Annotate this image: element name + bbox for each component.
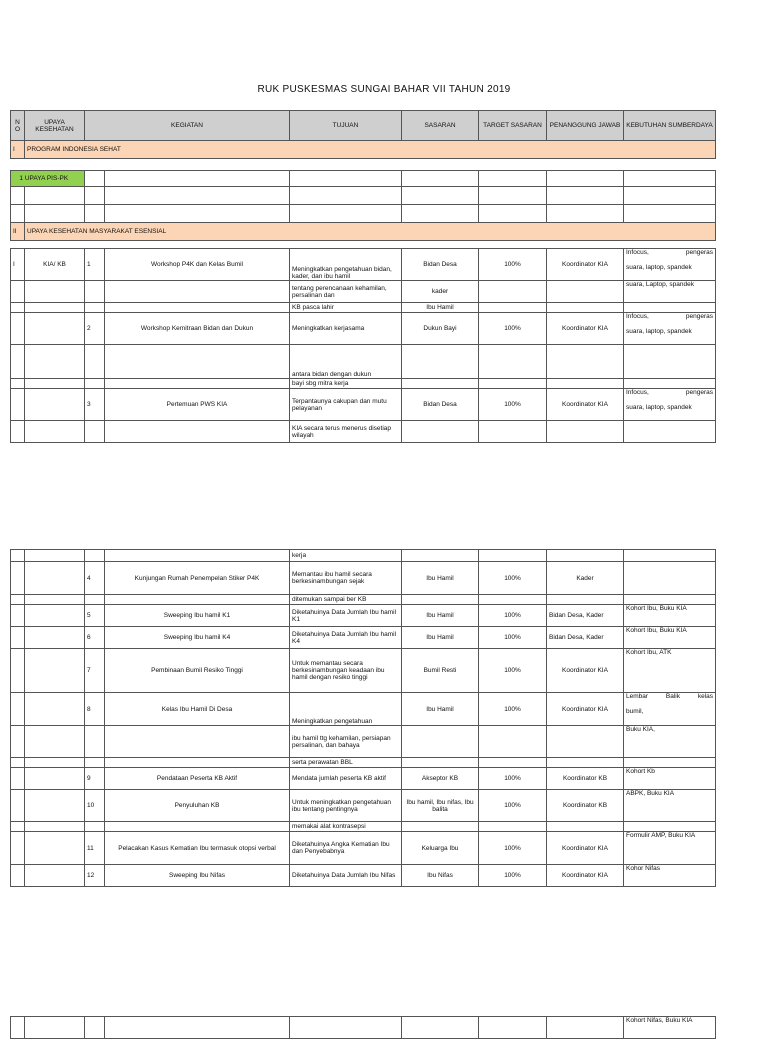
activity-tujuan: KB pasca lahir [290,303,402,313]
activity-kebutuhan: ABPK, Buku KIA [624,790,716,822]
ruk-table-page-1 [10,110,716,443]
table-row [11,421,716,443]
activity-name: Kunjungan Rumah Penempelan Stiker P4K [105,562,290,595]
activity-name: Penyuluhan KB [105,790,290,822]
activity-sasaran: Ibu Hamil [402,605,479,627]
activity-pj: Koordinator KB [547,768,624,790]
activity-tujuan: serta perawatan BBL [290,758,402,768]
table-row [11,550,716,562]
activity-name: Pembinaan Bumil Resiko Tinggi [105,649,290,693]
activity-kebutuhan [624,693,716,726]
activity-kebutuhan: Kohort Kb [624,768,716,790]
activity-pj: Koordinator KIA [547,693,624,726]
table-row [11,822,716,832]
activity-number: 7 [85,649,105,693]
header-pj: PENANGGUNG JAWAB [547,111,624,141]
activity-tujuan: Memantau ibu hamil secara berkesinambungan sejak [290,562,402,595]
activity-number: 12 [85,865,105,887]
activity-sasaran: Ibu Nifas [402,865,479,887]
table-row [11,758,716,768]
activity-sasaran: Bidan Desa [402,389,479,421]
activity-number: 5 [85,605,105,627]
activity-pj: Koordinator KIA [547,389,624,421]
section-number: II [11,223,25,241]
table-row [11,649,716,693]
table-row [11,865,716,887]
activity-tujuan: kerja [290,550,402,562]
activity-target: 100% [479,627,547,649]
table-row [11,249,716,281]
table-row [11,627,716,649]
activity-number: 9 [85,768,105,790]
activity-kebutuhan [624,249,716,281]
table-row [11,605,716,627]
section-row-2 [11,223,716,241]
activity-sasaran: kader [402,281,479,303]
activity-name: Workshop P4K dan Kelas Bumil [105,249,290,281]
table-row [11,205,716,223]
table-row [11,303,716,313]
activity-sasaran: Bumil Resti [402,649,479,693]
activity-name: Pelacakan Kasus Kematian Ibu termasuk otopsi verbal [105,832,290,865]
table-row [11,1017,716,1039]
table-row [11,379,716,389]
activity-sasaran: Ibu Hamil [402,627,479,649]
table-row [11,345,716,379]
activity-kebutuhan [624,389,716,421]
activity-kebutuhan: Buku KIA, [624,726,716,758]
activity-tujuan: Diketahuinya Data Jumlah Ibu hamil K1 [290,605,402,627]
activity-tujuan: tentang perencanaan kehamilan, persalinan dan [290,281,402,303]
activity-number: 11 [85,832,105,865]
activity-name: Workshop Kemitraan Bidan dan Dukun [105,313,290,345]
activity-pj: Koordinator KIA [547,865,624,887]
table-row [11,768,716,790]
row-upaya: KIA/ KB [25,249,85,281]
section-number: I [11,141,25,159]
table-row [11,171,716,187]
kebutuhan-line: Infocus, pengeras [626,389,713,396]
activity-pj: Koordinator KB [547,790,624,822]
activity-target: 100% [479,313,547,345]
activity-sasaran: Ibu Hamil [402,562,479,595]
table-row [11,389,716,421]
activity-name: Kelas Ibu Hamil Di Desa [105,693,290,726]
activity-number: 4 [85,562,105,595]
activity-target: 100% [479,389,547,421]
table-row [11,595,716,605]
activity-kebutuhan: suara, Laptop, spandek [624,281,716,303]
activity-target: 100% [479,562,547,595]
spacer-row [11,241,716,249]
kebutuhan-line: suara, laptop, spandek [626,328,692,335]
activity-target: 100% [479,768,547,790]
activity-tujuan: antara bidan dengan dukun [290,345,402,379]
activity-tujuan: Terpantaunya cakupan dan mutu pelayanan [290,389,402,421]
activity-name: Sweeping Ibu hamil K4 [105,627,290,649]
activity-tujuan: memakai alat kontrasepsi [290,822,402,832]
activity-tujuan: Untuk meningkatkan pengetahuan ibu tentang pentingnya [290,790,402,822]
activity-kebutuhan: Formulir AMP, Buku KIA [624,832,716,865]
ruk-table-page-3 [10,1016,716,1039]
activity-sasaran: Ibu Hamil [402,693,479,726]
activity-number: 3 [85,389,105,421]
activity-sasaran: Keluarga Ibu [402,832,479,865]
activity-number: 6 [85,627,105,649]
kebutuhan-line: suara, laptop, spandek [626,264,692,271]
activity-tujuan: Diketahuinya Data Jumlah Ibu hamil K4 [290,627,402,649]
activity-kebutuhan: Kohort Ibu, Buku KIA [624,627,716,649]
activity-target: 100% [479,832,547,865]
spacer-row [11,159,716,171]
table-row [11,281,716,303]
header-sasaran: SASARAN [402,111,479,141]
activity-target: 100% [479,693,547,726]
activity-tujuan: Diketahuinya Angka Kematian Ibu dan Penyebabnya [290,832,402,865]
activity-name: Pendataan Peserta KB Aktif [105,768,290,790]
kebutuhan-line: bumil, [626,708,644,715]
table-row [11,313,716,345]
section-row-1 [11,141,716,159]
activity-target: 100% [479,790,547,822]
activity-sasaran: Ibu hamil, Ibu nifas, Ibu balita [402,790,479,822]
table-row [11,832,716,865]
activity-pj: Bidan Desa, Kader [547,605,624,627]
document-title: RUK PUSKESMAS SUNGAI BAHAR VII TAHUN 2019 [257,84,511,95]
table-row [11,726,716,758]
activity-tujuan: Diketahuinya Data Jumlah Ibu Nifas [290,865,402,887]
activity-tujuan: Mendata jumlah peserta KB aktif [290,768,402,790]
activity-tujuan: bayi sbg mitra kerja [290,379,402,389]
activity-pj: Bidan Desa, Kader [547,627,624,649]
activity-pj: Kader [547,562,624,595]
kebutuhan-line: suara, laptop, spandek [626,404,692,411]
table-row [11,562,716,595]
table-row [11,693,716,726]
kebutuhan-line: Infocus, pengeras [626,313,713,320]
section-title: UPAYA KESEHATAN MASYARAKAT ESENSIAL [25,223,716,241]
kebutuhan-line: Lembar Balik kelas [626,693,713,700]
activity-sasaran: Dukun Bayi [402,313,479,345]
activity-number: 1 [85,249,105,281]
activity-number: 8 [85,693,105,726]
activity-kebutuhan: Kohort Ibu, ATK [624,649,716,693]
activity-number: 2 [85,313,105,345]
activity-target: 100% [479,605,547,627]
activity-tujuan: Meningkatkan pengetahuan bidan, kader, dan ibu hamil [290,249,402,281]
activity-target: 100% [479,249,547,281]
activity-kebutuhan: Kohort Nifas, Buku KIA [624,1017,716,1039]
activity-sasaran: Ibu Hamil [402,303,479,313]
pis-pk-cell [11,171,85,187]
activity-kebutuhan: Kohort Ibu, Buku KIA [624,605,716,627]
activity-tujuan: ditemukan sampai ber KB [290,595,402,605]
activity-target: 100% [479,865,547,887]
header-kebutuhan: KEBUTUHAN SUMBERDAYA [624,111,716,141]
activity-name: Sweeping Ibu hamil K1 [105,605,290,627]
activity-name: Sweeping Ibu Nifas [105,865,290,887]
row-number: I [11,249,25,281]
header-upaya: UPAYA KESEHATAN [25,111,85,141]
activity-tujuan: ibu hamil ttg kehamilan, persiapan persalinan, dan bahaya [290,726,402,758]
activity-target: 100% [479,649,547,693]
activity-pj: Koordinator KIA [547,249,624,281]
row-number: 1 [19,175,23,182]
activity-pj: Koordinator KIA [547,313,624,345]
activity-tujuan: KIA secara terus menerus disetiap wilayah [290,421,402,443]
header-target: TARGET SASARAN [479,111,547,141]
section-title: PROGRAM INDONESIA SEHAT [25,141,716,159]
activity-number: 10 [85,790,105,822]
table-header-row [11,111,716,141]
header-no: N O [11,111,25,141]
activity-tujuan: Meningkatkan pengetahuan [290,693,402,726]
activity-name: Pertemuan PWS KIA [105,389,290,421]
header-tujuan: TUJUAN [290,111,402,141]
row-upaya: UPAYA PIS-PK [24,175,69,182]
activity-sasaran: Bidan Desa [402,249,479,281]
activity-pj: Koordinator KIA [547,832,624,865]
activity-tujuan: Untuk memantau secara berkesinambungan keadaan ibu hamil dengan resiko tinggi [290,649,402,693]
activity-kebutuhan: Kohor Nifas [624,865,716,887]
activity-tujuan: Meningkatkan kerjasama [290,313,402,345]
activity-kebutuhan [624,313,716,345]
table-row [11,187,716,205]
kebutuhan-line: Infocus, pengeras [626,249,713,256]
activity-sasaran: Akseptor KB [402,768,479,790]
activity-pj: Koordinator KIA [547,649,624,693]
ruk-table-page-2 [10,549,716,887]
table-row [11,790,716,822]
header-kegiatan: KEGIATAN [85,111,290,141]
